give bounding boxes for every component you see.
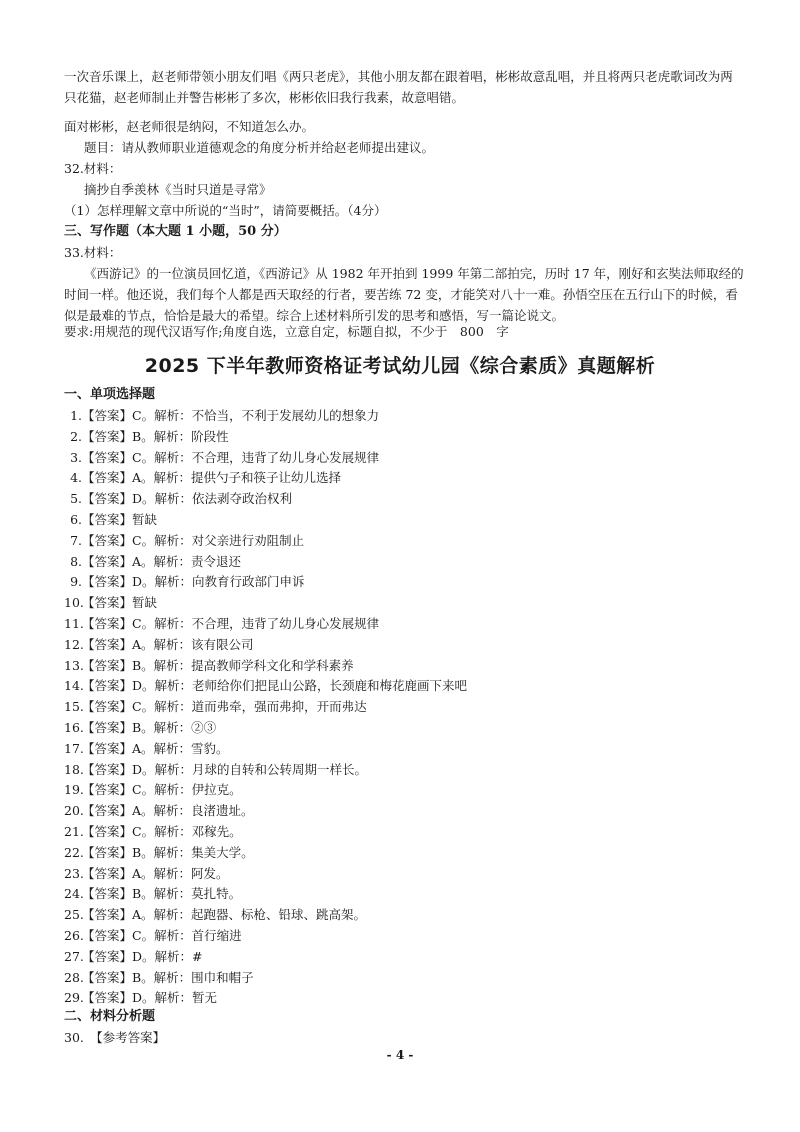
answer-row [64,740,229,758]
answer-number: 8. [70,553,82,569]
answer-row [64,989,217,1007]
answer-text: 【答案】A。解析：良渚遗址。 [82,803,254,819]
answer-text: 【答案】C。解析：不恰当，不利于发展幼儿的想象力 [82,408,380,423]
section-choice-heading: 一、单项选择题 [64,387,156,402]
answer-text: 【答案】C。解析：对父亲进行劝阻制止 [82,532,305,548]
answer-text: 【答案】D。解析：依法剥夺政治权利 [82,491,293,507]
answer-row [64,532,304,550]
question-32-subquestion: （1）怎样理解文章中所说的“当时”，请简要概括。（4分） [64,203,387,218]
question-30-label: 30. 【参考答案】 [64,1030,166,1045]
answer-row [64,781,242,799]
answer-row [64,885,241,903]
answer-number: 17. [64,740,84,756]
paragraph-reaction: 面对彬彬，赵老师很是纳闷，不知道怎么办。 [64,119,315,134]
question-32-source: 摘抄自季羡林《当时只道是寻常》 [84,182,272,197]
question-prompt: 题目：请从教师职业道德观念的角度分析并给赵老师提出建议。 [84,140,435,155]
page-title: 2025 下半年教师资格证考试幼儿园《综合素质》真题解析 [144,355,656,377]
answer-text: 【答案】C。解析：伊拉克。 [82,782,242,798]
answer-row [64,469,341,487]
answer-row [64,657,354,675]
answer-text: 【答案】D。解析：老师给你们把昆山公路，长颈鹿和梅花鹿画下来吧 [82,678,468,694]
section-writing-heading: 三、写作题（本大题 1 小题，50 分） [64,224,287,239]
answer-row [64,927,242,945]
answer-text: 【答案】A。解析：提供勺子和筷子让幼儿选择 [82,470,342,486]
answer-text: 【答案】A。解析：起跑器、标枪、铅球、跳高架。 [82,907,367,923]
answer-text: 【答案】暂缺 [82,595,158,611]
question-32-label: 32.材料： [64,161,122,176]
answer-text: 【答案】C。解析：首行缩进 [82,928,242,943]
answer-number: 27. [64,948,84,964]
answer-text: 【答案】C。解析：道而弗牵，强而弗抑，开而弗达 [82,699,367,715]
answer-text: 【答案】B。解析：②③ [82,720,217,735]
answer-number: 28. [64,969,84,985]
answer-text: 【答案】B。解析：集美大学。 [82,844,254,860]
answer-row [64,865,229,883]
answer-number: 7. [70,532,82,548]
answer-number: 9. [70,574,82,590]
answer-number: 5. [70,491,82,507]
section-material-heading: 二、材料分析题 [64,1009,156,1024]
answer-text: 【答案】B。解析：提高教师学科文化和学科素养 [82,657,354,673]
answer-row [64,407,379,425]
paragraph-case: 一次音乐课上，赵老师带领小朋友们唱《两只老虎》，其他小朋友都在跟着唱，彬彬故意乱唱，并且将两只老虎歌词改为两只花猫，赵老师制止并警告彬彬了多次，彬彬依旧我行我素，故意唱错。 [64,69,733,105]
answer-number: 20. [64,803,84,819]
answer-row [64,802,254,820]
answer-text: 【答案】B。解析：围巾和帽子 [82,969,254,985]
answer-number: 15. [64,699,84,715]
answer-row [64,844,254,862]
answer-text: 【答案】暂缺 [82,512,158,527]
question-33-material: 《西游记》的一位演员回忆道，《西游记》从 1982 年开拍到 1999 年第二部拍完，历时 17 年，刚好和玄奘法师取经的时间一样。他还说，我们每个人都是西天取经的行者，要苦练 72 变，才能笑对八十一难。孙悟空压在五行山下的时候，看似是最难的节点，恰恰是最大的希望。综合上述材料所引发的思考和感悟，写一篇论说文。 [64,266,744,323]
answer-text: 【答案】A。解析：雪豹。 [82,740,229,756]
answer-number: 11. [64,616,84,631]
answer-row [64,428,229,446]
answer-number: 6. [70,512,82,527]
answer-row [64,969,254,987]
answer-row [64,490,292,508]
answer-number: 26. [64,928,84,943]
page-number: - 4 - [386,1048,414,1062]
answer-row [64,906,366,924]
answer-number: 22. [64,844,84,860]
answer-number: 29. [64,990,84,1006]
answer-number: 25. [64,907,84,923]
answer-number: 12. [64,636,84,652]
answer-text: 【答案】C。解析：邓稼先。 [82,824,242,839]
answer-number: 19. [64,782,84,798]
answer-row [64,698,367,716]
answer-row [64,761,367,779]
answer-number: 23. [64,865,84,881]
answer-text: 【答案】C。解析：不合理，违背了幼儿身心发展规律 [82,449,380,465]
answer-row [64,573,305,591]
answer-row [64,449,379,467]
answer-text: 【答案】B。解析：莫扎特。 [82,886,242,902]
answer-row [64,948,203,966]
answer-number: 3. [70,449,82,465]
answer-row [64,823,242,841]
answer-row [64,615,379,633]
answer-number: 13. [64,657,84,673]
answer-number: 14. [64,678,84,694]
answer-text: 【答案】A。解析：责令退还 [82,553,242,569]
answer-text: 【答案】A。解析：阿发。 [82,865,229,881]
answer-text: 【答案】D。解析：暂无 [82,990,218,1006]
answer-number: 1. [70,408,82,423]
answer-number: 24. [64,886,84,902]
answer-text: 【答案】A。解析：该有限公司 [82,636,254,652]
answer-row [64,553,241,571]
answer-row [64,719,216,737]
answer-number: 21. [64,824,84,839]
answer-text: 【答案】B。解析：阶段性 [82,428,229,444]
answer-number: 18. [64,761,84,777]
answer-text: 【答案】D。解析：# [82,948,203,964]
answer-number: 4. [70,470,82,486]
answer-number: 10. [64,595,84,611]
answer-row [64,636,254,654]
answer-text: 【答案】D。解析：月球的自转和公转周期一样长。 [82,761,368,777]
answer-number: 16. [64,720,84,735]
answer-text: 【答案】D。解析：向教育行政部门申诉 [82,574,305,590]
question-33-requirement: 要求:用规范的现代汉语写作;角度自选，立意自定，标题自拟，不少于 800 字 [64,324,509,339]
answer-row [64,594,157,612]
answer-row [64,677,467,695]
answer-row [64,511,157,529]
question-33-label: 33.材料： [64,245,122,260]
answer-text: 【答案】C。解析：不合理，违背了幼儿身心发展规律 [82,616,380,631]
answer-number: 2. [70,428,82,444]
